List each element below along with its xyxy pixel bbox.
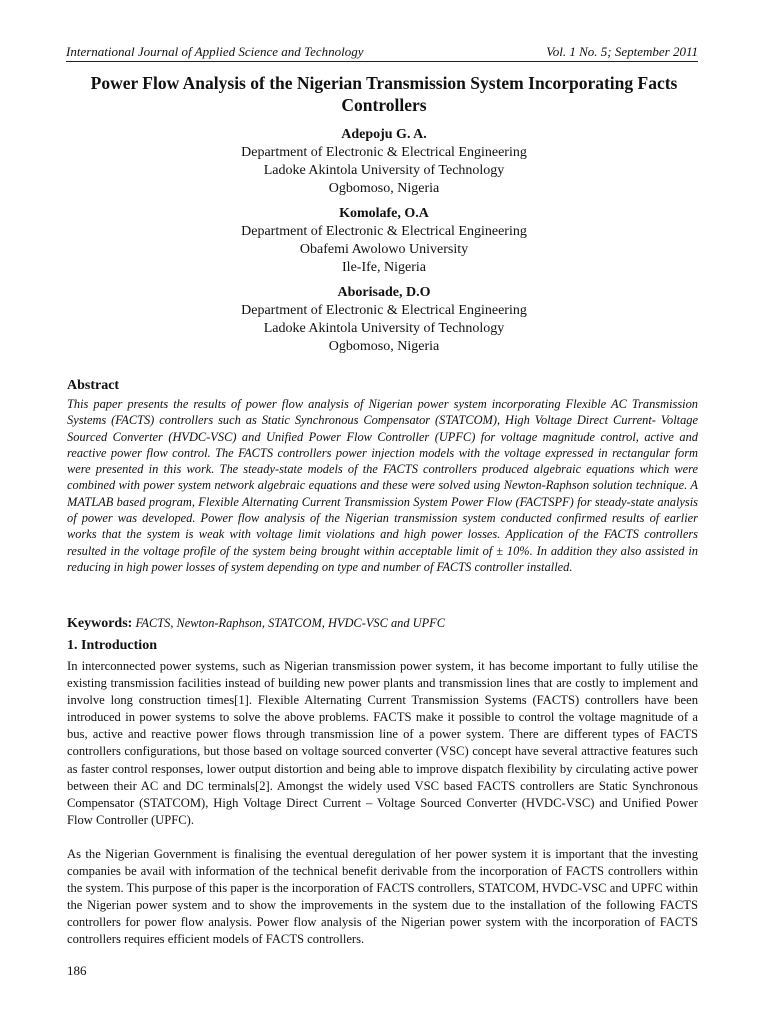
- author-institution: Ladoke Akintola University of Technology: [263, 321, 505, 336]
- author-department: Department of Electronic & Electrical Engineering: [241, 224, 527, 239]
- author-department: Department of Electronic & Electrical Engineering: [241, 303, 527, 318]
- author-block-3: [0, 284, 768, 356]
- author-department: Department of Electronic & Electrical Engineering: [241, 145, 527, 160]
- author-institution: Ladoke Akintola University of Technology: [263, 163, 505, 178]
- author-institution: Obafemi Awolowo University: [299, 242, 469, 257]
- abstract-text: This paper presents the results of power flow analysis of Nigerian power system incorporating Flexible AC Transmission Systems (FACTS) controllers such as Static Synchronous Compensator (STATCOM), High Voltage Direct Current- Voltage Sourced Converter (HVDC-VSC) and Unified Power Flow Controller (UPFC) for voltage magnitude control, active and reactive power flow control. The FACTS controllers power injection models with the voltage expressed in rectangular form were presented in this work. The steady-state models of the FACTS controllers produced algebraic equations which were combined with power system network algebraic equations and these were solved using Newton-Raphson solution technique. A MATLAB based program, Flexible Alternating Current Transmission System Power Flow (FACTSPF) for steady-state analysis of power was developed. Power flow analysis of the Nigerian transmission system conducted confirmed results of earlier works that the system is weak with voltage limit violations and high power losses. Application of the FACTS controllers resulted in the voltage profile of the system being brought within acceptable limit of ± 10%. In addition they also assisted in reducing in high power losses of system depending on type and number of FACTS controller installed.: [67, 397, 698, 574]
- author-block-2: [0, 205, 768, 277]
- author-location: Ile-Ife, Nigeria: [342, 260, 426, 275]
- keywords-line: [67, 614, 445, 633]
- paper-title: Power Flow Analysis of the Nigerian Transmission System Incorporating Facts Controllers: [90, 73, 678, 115]
- keywords-text: FACTS, Newton-Raphson, STATCOM, HVDC-VSC and UPFC: [135, 616, 445, 630]
- running-header: [66, 45, 698, 62]
- section-heading-introduction: 1. Introduction: [67, 638, 157, 653]
- issue-info: Vol. 1 No. 5; September 2011: [546, 44, 698, 59]
- abstract-heading: Abstract: [67, 378, 120, 393]
- intro-paragraph-1: In interconnected power systems, such as Nigerian transmission power system, it has become important to fully utilise the existing transmission facilities instead of building new power plants and transmission lines that are costly to implement and involve long construction times[1]. Flexible Alternating Current Transmission Systems (FACTS) controllers have been introduced in power systems to solve the above problems. FACTS make it possible to control the voltage magnitude of a bus, active and reactive power flows through transmission line of a power system. There are different types of FACTS controllers configurations, but those based on voltage sourced converter (VSC) concept have several attractive features such as faster control responses, lower output distortion and being able to improve dispatch flexibility by circulating active power between their AC and DC terminals[2]. Amongst the widely used VSC based FACTS controllers are Static Synchronous Compensator (STATCOM), High Voltage Direct Current – Voltage Sourced Converter (HVDC-VSC) and Unified Power Flow Controller (UPFC).: [67, 659, 698, 827]
- author-name: Aborisade, D.O: [337, 285, 431, 300]
- intro-paragraph-2: As the Nigerian Government is finalising the eventual deregulation of her power system it is important that the investing companies be avail with information of the technical benefit derivable from the incorporation of FACTS controllers within the system. This purpose of this paper is the incorporation of FACTS controllers, STATCOM, HVDC-VSC and UPFC within the Nigerian power system and to show the improvements in the system due to the installation of the following FACTS controllers for power flow analysis. Power flow analysis of the Nigerian power system with the incorporation of FACTS controllers requires efficient models of FACTS controllers.: [67, 847, 698, 947]
- author-name: Komolafe, O.A: [339, 206, 429, 221]
- author-location: Ogbomoso, Nigeria: [328, 339, 440, 354]
- author-list: [0, 126, 768, 363]
- journal-name: International Journal of Applied Science and Technology: [66, 44, 364, 59]
- author-location: Ogbomoso, Nigeria: [328, 181, 440, 196]
- author-name: Adepoju G. A.: [341, 127, 427, 142]
- keywords-label: Keywords:: [67, 616, 133, 631]
- author-block-1: [0, 126, 768, 198]
- page-number: 186: [67, 963, 87, 978]
